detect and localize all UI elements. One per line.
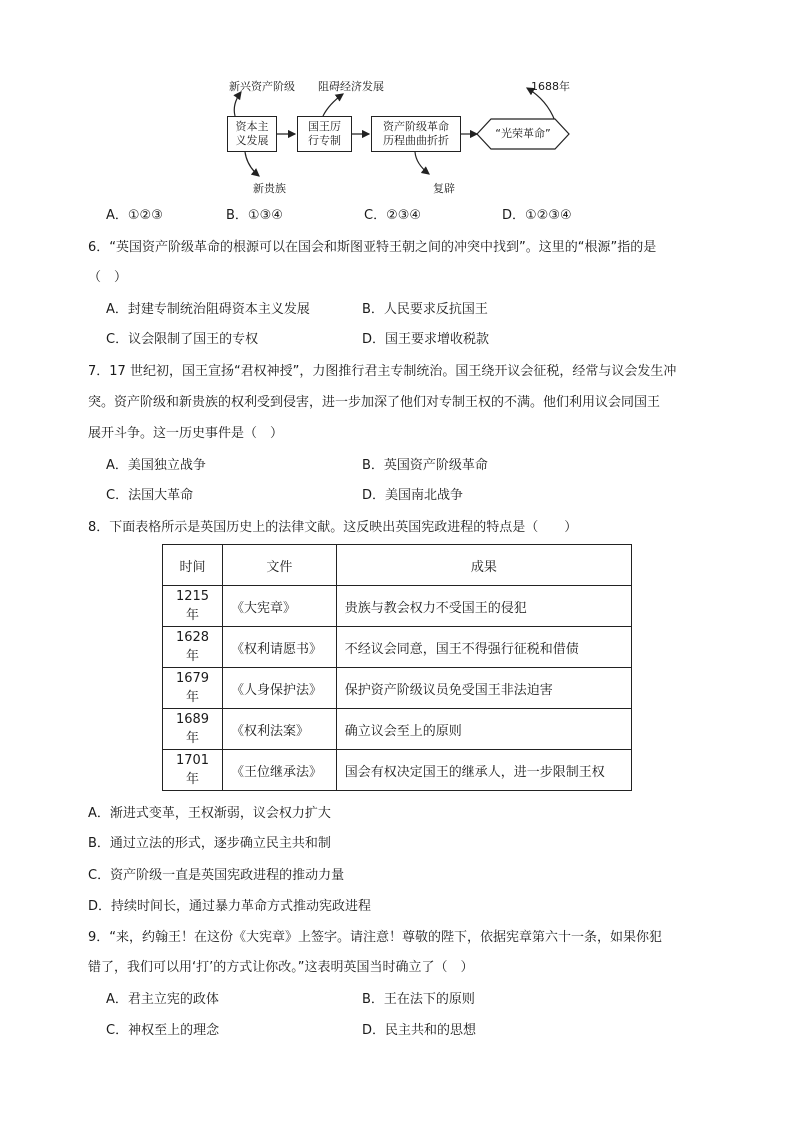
- q9-stem-line2: 错了，我们可以用‘打’的方式让你改。”这表明英国当时确立了（ ）: [88, 960, 474, 975]
- q9-option-c: C．神权至上的理念: [106, 1023, 220, 1038]
- table-cell-document: 《权利请愿书》: [222, 627, 336, 668]
- table-cell-document: 《人身保护法》: [222, 668, 336, 709]
- q6-stem-line2: （ ）: [88, 270, 128, 285]
- table-cell-year: 1215 年: [163, 586, 223, 627]
- q7-stem-line1: 7．17 世纪初，国王宣扬“君权神授”，力图推行君主专制统治。国王绕开议会征税，经常与议会发生冲: [88, 364, 677, 379]
- flow-diagram: [215, 74, 585, 200]
- table-header: 时间: [163, 545, 223, 586]
- table-cell-result: 不经议会同意，国王不得强行征税和借债: [336, 627, 631, 668]
- q6-option-b: B．人民要求反抗国王: [362, 302, 488, 317]
- q7-option-d: D．美国南北战争: [362, 488, 464, 503]
- q8-option-d: D．持续时间长，通过暴力革命方式推动宪政进程: [88, 899, 372, 914]
- table-cell-year: 1701 年: [163, 750, 223, 791]
- law-table: [162, 544, 632, 791]
- table-row: [163, 709, 632, 750]
- label-restoration: 复辟: [433, 182, 455, 195]
- q9-option-a: A．君主立宪的政体: [106, 992, 219, 1007]
- q6-option-d: D．国王要求增收税款: [362, 332, 490, 347]
- table-cell-document: 《王位继承法》: [222, 750, 336, 791]
- hexagon-glorious-revolution: “光荣革命”: [495, 127, 551, 140]
- label-new-bourgeoisie: 新兴资产阶级: [229, 80, 295, 93]
- q8-stem: 8．下面表格所示是英国历史上的法律文献。这反映出英国宪政进程的特点是（ ）: [88, 520, 578, 535]
- table-row: [163, 586, 632, 627]
- table-row: [163, 750, 632, 791]
- table-cell-result: 贵族与教会权力不受国王的侵犯: [336, 586, 631, 627]
- q6-stem-line1: 6．“英国资产阶级革命的根源可以在国会和斯图亚特王朝之间的冲突中找到”。这里的“根源”指的是: [88, 240, 657, 255]
- q8-option-b: B．通过立法的形式，逐步确立民主共和制: [88, 836, 331, 851]
- q5-option-b: B．①③④: [226, 208, 283, 223]
- q6-option-c: C．议会限制了国王的专权: [106, 332, 259, 347]
- table-cell-result: 国会有权决定国王的继承人，进一步限制王权: [336, 750, 631, 791]
- q6-option-a: A．封建专制统治阻碍资本主义发展: [106, 302, 310, 317]
- table-cell-result: 保护资产阶级议员免受国王非法迫害: [336, 668, 631, 709]
- q9-option-d: D．民主共和的思想: [362, 1023, 477, 1038]
- q5-option-c: C．②③④: [364, 208, 422, 223]
- box-king-autocracy: 国王厉 行专制: [297, 116, 352, 152]
- box-capitalism: 资本主 义发展: [227, 116, 277, 152]
- q7-option-a: A．美国独立战争: [106, 458, 206, 473]
- q7-stem-line3: 展开斗争。这一历史事件是（ ）: [88, 426, 284, 441]
- q7-option-c: C．法国大革命: [106, 488, 194, 503]
- table-cell-year: 1679 年: [163, 668, 223, 709]
- q7-stem-line2: 突。资产阶级和新贵族的权利受到侵害，进一步加深了他们对专制王权的不满。他们利用议会同国王: [88, 395, 661, 410]
- table-cell-year: 1628 年: [163, 627, 223, 668]
- table-header: 文件: [222, 545, 336, 586]
- table-cell-result: 确立议会至上的原则: [336, 709, 631, 750]
- q8-option-c: C．资产阶级一直是英国宪政进程的推动力量: [88, 868, 345, 883]
- q5-option-a: A．①②③: [106, 208, 163, 223]
- table-cell-document: 《权利法案》: [222, 709, 336, 750]
- box-revolution-process: 资产阶级革命 历程曲曲折折: [371, 116, 461, 152]
- q7-option-b: B．英国资产阶级革命: [362, 458, 488, 473]
- q8-option-a: A．渐进式变革，王权渐弱，议会权力扩大: [88, 806, 331, 821]
- q9-option-b: B．王在法下的原则: [362, 992, 475, 1007]
- table-header-row: [163, 545, 632, 586]
- q5-option-d: D．①②③④: [502, 208, 572, 223]
- table-cell-year: 1689 年: [163, 709, 223, 750]
- label-new-nobility: 新贵族: [253, 182, 286, 195]
- table-cell-document: 《大宪章》: [222, 586, 336, 627]
- q9-stem-line1: 9．“来，约翰王！在这份《大宪章》上签字。请注意！尊敬的陛下，依据宪章第六十一条，如果你犯: [88, 930, 663, 945]
- label-year: 1688年: [531, 80, 570, 93]
- table-header: 成果: [336, 545, 631, 586]
- table-row: [163, 668, 632, 709]
- table-row: [163, 627, 632, 668]
- label-hinder-economy: 阻碍经济发展: [318, 80, 384, 93]
